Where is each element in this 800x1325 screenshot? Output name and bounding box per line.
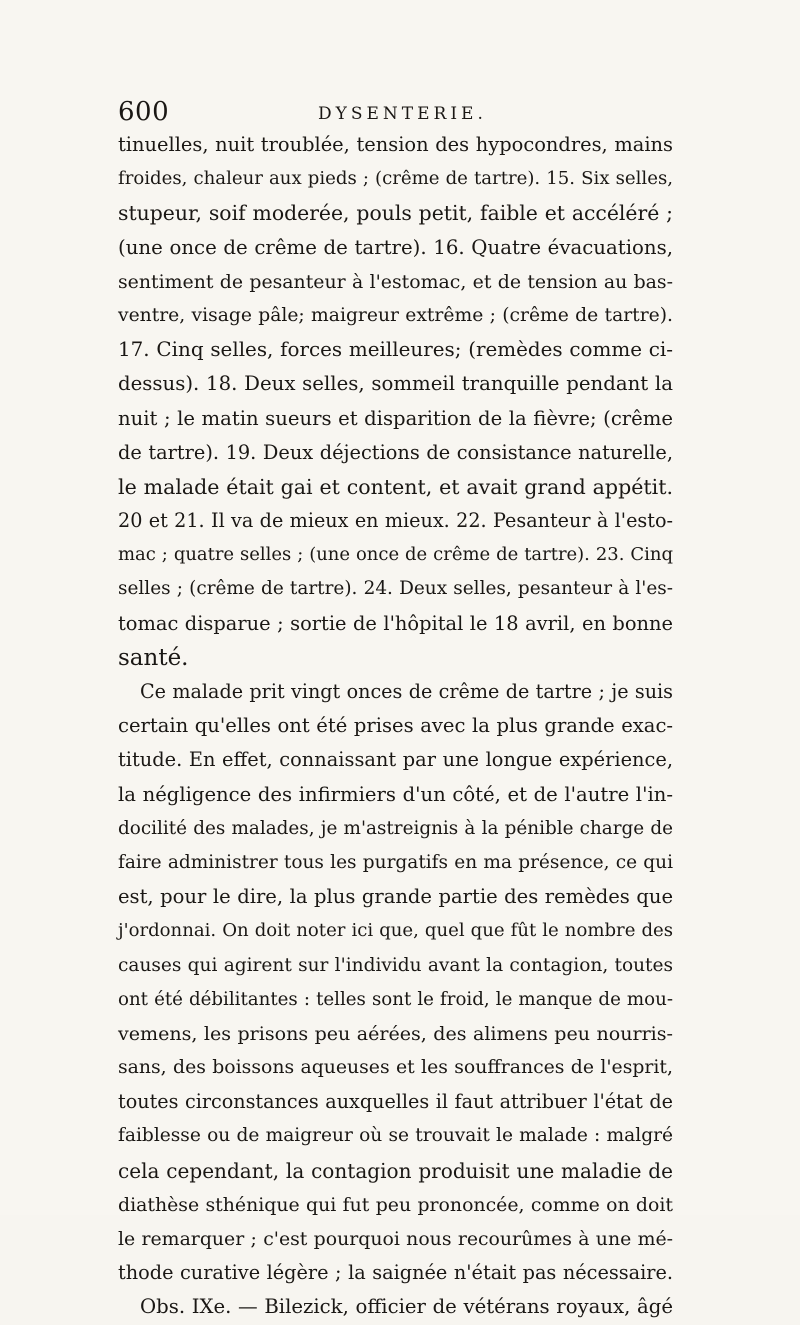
text-line: la négligence des infirmiers d'un côté, et de l'autre l'in-	[118, 782, 673, 806]
text-line: Obs. IXe. — Bilezick, officier de vétérans royaux, âgé	[140, 1295, 673, 1319]
text-line: mac ; quatre selles ; (une once de crême de tartre). 23. Cinq	[118, 544, 673, 566]
text-line: faire administrer tous les purgatifs en ma présence, ce qui	[118, 851, 673, 873]
text-line: dessus). 18. Deux selles, sommeil tranquille pendant la	[118, 372, 673, 396]
text-line: faiblesse ou de maigreur où se trouvait le malade : malgré	[118, 1125, 673, 1147]
text-line: docilité des malades, je m'astreignis à la pénible charge de	[118, 817, 673, 839]
text-line: stupeur, soif moderée, pouls petit, faible et accéléré ;	[118, 201, 673, 226]
body-text	[118, 128, 673, 1325]
text-line: causes qui agirent sur l'individu avant la contagion, toutes	[118, 954, 673, 976]
text-line: thode curative légère ; la saignée n'était pas nécessaire.	[118, 1261, 673, 1285]
text-line: tomac disparue ; sortie de l'hôpital le 18 avril, en bonne	[118, 611, 673, 635]
running-head: DYSENTERIE.	[318, 104, 487, 124]
text-line: tinuelles, nuit troublée, tension des hypocondres, mains	[118, 133, 673, 156]
text-line: certain qu'elles ont été prises avec la plus grande exac-	[118, 714, 673, 738]
text-line: j'ordonnai. On doit noter ici que, quel que fût le nombre des	[118, 920, 673, 942]
text-line: santé.	[118, 644, 189, 671]
text-line: le malade était gai et content, et avait grand appétit.	[118, 474, 673, 499]
page-header	[118, 96, 673, 128]
text-line: le remarquer ; c'est pourquoi nous recourûmes à une mé-	[118, 1228, 673, 1250]
text-line: est, pour le dire, la plus grande partie des remèdes que	[118, 885, 673, 909]
text-line: sans, des boissons aqueuses et les souffrances de l'esprit,	[118, 1057, 673, 1079]
page-number: 600	[118, 97, 170, 127]
text-line: selles ; (crême de tartre). 24. Deux selles, pesanteur à l'es-	[118, 578, 673, 600]
text-line: sentiment de pesanteur à l'estomac, et de tension au bas-	[118, 270, 673, 293]
text-line: toutes circonstances auxquelles il faut attribuer l'état de	[118, 1090, 673, 1114]
text-line: froides, chaleur aux pieds ; (crême de tartre). 15. Six selles,	[118, 168, 673, 190]
text-line: ont été débilitantes : telles sont le froid, le manque de mou-	[118, 988, 673, 1010]
text-line: diathèse sthénique qui fut peu prononcée, comme on doit	[118, 1193, 673, 1216]
text-line: titude. En effet, connaissant par une longue expérience,	[118, 748, 673, 772]
text-line: ventre, visage pâle; maigreur extrême ; (crême de tartre).	[118, 304, 673, 326]
text-line: nuit ; le matin sueurs et disparition de la fièvre; (crême	[118, 406, 673, 430]
text-line: 20 et 21. Il va de mieux en mieux. 22. Pesanteur à l'esto-	[118, 509, 673, 533]
text-line: cela cependant, la contagion produisit une maladie de	[118, 1158, 673, 1183]
text-line: (une once de crême de tartre). 16. Quatre évacuations,	[118, 235, 673, 259]
text-line: de tartre). 19. Deux déjections de consistance naturelle,	[118, 440, 673, 464]
text-line: Ce malade prit vingt onces de crême de tartre ; je suis	[140, 680, 673, 703]
text-line: vemens, les prisons peu aérées, des alimens peu nourris-	[118, 1022, 673, 1045]
text-line: 17. Cinq selles, forces meilleures; (remèdes comme ci-	[118, 338, 673, 362]
